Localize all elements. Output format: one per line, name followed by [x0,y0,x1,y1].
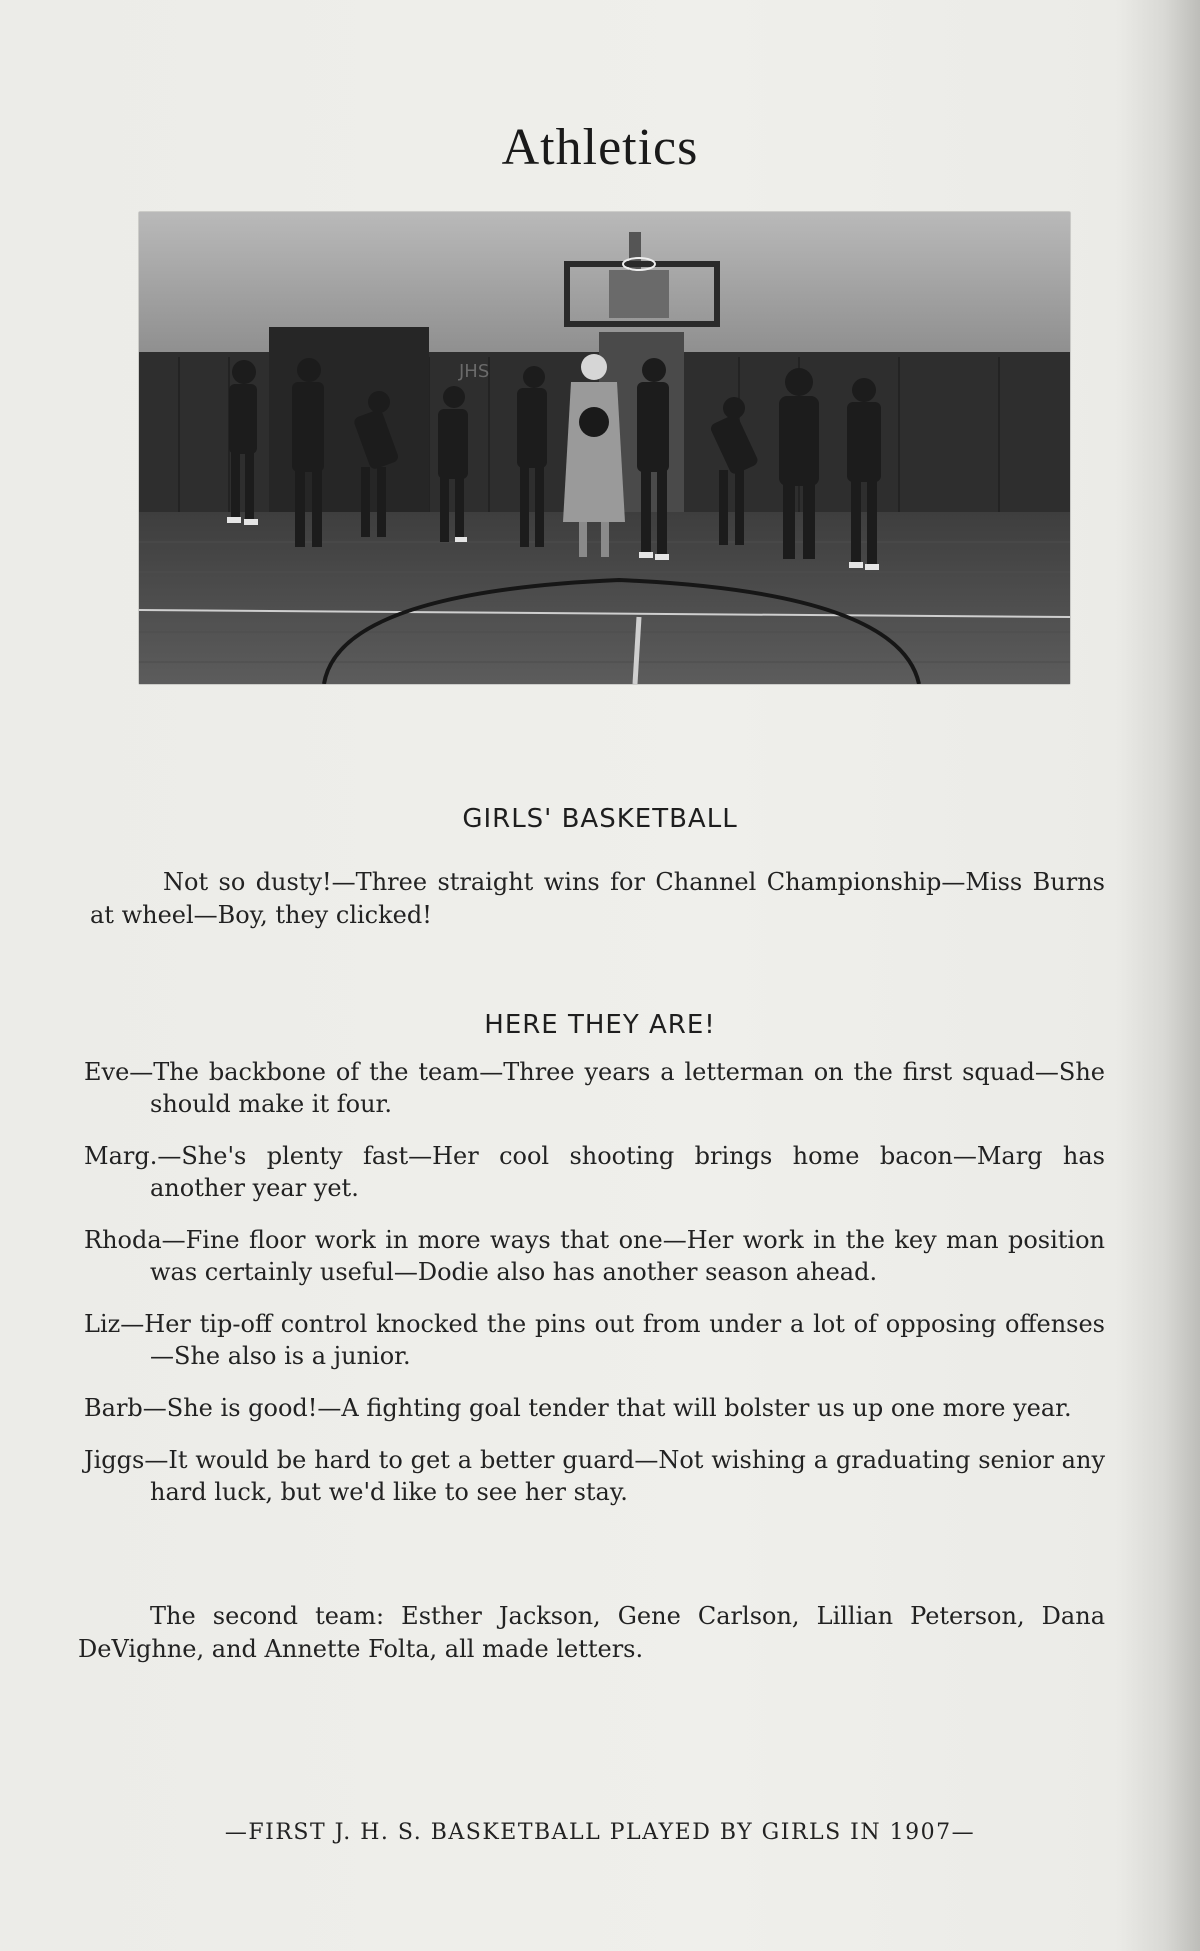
footer-note: —FIRST J. H. S. BASKETBALL PLAYED BY GIRLS IN 1907— [224,1820,976,1845]
player-entries [84,1056,1105,1528]
page-title: Athletics [501,119,699,176]
player-entry-jiggs: Jiggs—It would be hard to get a better guard—Not wishing a graduating senior any hard luck, but we'd like to see her stay. [84,1446,1105,1506]
girls-basketball-intro: Not so dusty!—Three straight wins for Channel Championship—Miss Burns at wheel—Boy, they clicked! [90,868,1105,929]
girls-basketball-heading: GIRLS' BASKETBALL [462,804,738,834]
player-entry-eve: Eve—The backbone of the team—Three years a letterman on the first squad—She should make it four. [84,1058,1105,1118]
player-entry-rhoda: Rhoda—Fine floor work in more ways that one—Her work in the key man position was certainly useful—Dodie also has another season ahead. [84,1226,1105,1286]
player-entry-barb: Barb—She is good!—A fighting goal tender that will bolster us up one more year. [84,1394,1072,1422]
second-team-paragraph: The second team: Esther Jackson, Gene Carlson, Lillian Peterson, Dana DeVighne, and Annette Folta, all made letters. [78,1602,1105,1663]
player-entry-liz: Liz—Her tip-off control knocked the pins out from under a lot of opposing offenses—She also is a junior. [84,1310,1105,1370]
player-entry-marg: Marg.—She's plenty fast—Her cool shooting brings home bacon—Marg has another year yet. [84,1142,1105,1202]
team-photo [139,212,1070,684]
wall-marking: JHS [459,361,490,382]
here-they-are-heading: HERE THEY ARE! [484,1010,716,1040]
